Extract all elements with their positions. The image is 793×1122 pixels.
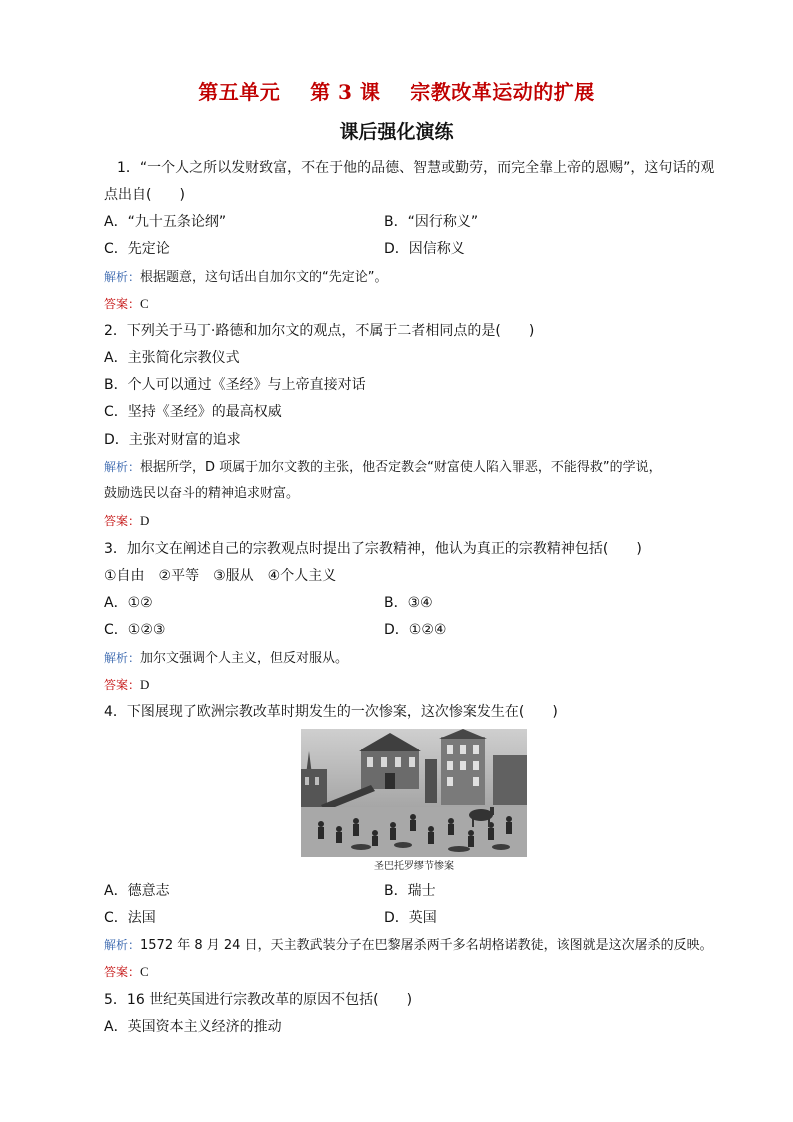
q3-option-c: C．①②③ xyxy=(104,622,166,638)
q3-stem: 3．加尔文在阐述自己的宗教观点时提出了宗教精神，他认为真正的宗教精神包括( ) xyxy=(104,541,642,557)
q4-option-b: B．瑞士 xyxy=(384,883,436,899)
q1-explanation-row xyxy=(104,267,388,288)
q2-explanation-row xyxy=(104,457,662,478)
q1-option-d: D．因信称义 xyxy=(384,241,465,257)
q4-explanation-row xyxy=(104,935,713,956)
answer-label: 答案： xyxy=(104,965,141,979)
analysis-label: 解析： xyxy=(104,938,141,952)
q4-stem: 4．下图展现了欧洲宗教改革时期发生的一次惨案，这次惨案发生在( ) xyxy=(104,704,558,720)
q1-stem-line1: 1．“一个人之所以发财致富，不在于他的品德、智慧或勤劳，而完全靠上帝的恩赐”，这句话的观 xyxy=(117,160,715,176)
q5-stem: 5．16 世纪英国进行宗教改革的原因不包括( ) xyxy=(104,992,413,1008)
q4-option-c: C．法国 xyxy=(104,910,156,926)
q3-explanation: 加尔文强调个人主义，但反对服从。 xyxy=(140,651,349,666)
q1-answer-row xyxy=(104,294,149,314)
q3-explanation-row xyxy=(104,648,348,669)
q1-stem-line2: 点出自( ) xyxy=(104,187,185,203)
q4-explanation: 1572 年 8 月 24 日，天主教武装分子在巴黎屠杀两千多名胡格诺教徒，该图就是这次屠杀的反映。 xyxy=(140,938,713,953)
q2-answer-row xyxy=(104,511,149,531)
q4-answer: C xyxy=(140,964,149,979)
q2-explanation-line2: 鼓励选民以奋斗的精神追求财富。 xyxy=(104,486,300,501)
answer-label: 答案： xyxy=(104,678,141,692)
q5-option-a: A．英国资本主义经济的推动 xyxy=(104,1019,282,1035)
q1-option-a: A．“九十五条论纲” xyxy=(104,214,227,230)
answer-label: 答案： xyxy=(104,514,141,528)
q1-explanation: 根据题意，这句话出自加尔文的“先定论”。 xyxy=(140,270,388,285)
q3-option-b: B．③④ xyxy=(384,595,433,611)
q2-stem: 2．下列关于马丁·路德和加尔文的观点，不属于二者相同点的是( ) xyxy=(104,323,535,339)
q4-option-a: A．德意志 xyxy=(104,883,170,899)
q3-option-d: D．①②④ xyxy=(384,622,447,638)
page-subtitle: 课后强化演练 xyxy=(339,121,454,143)
analysis-label: 解析： xyxy=(104,651,141,665)
q1-option-b: B．“因行称义” xyxy=(384,214,479,230)
q2-option-d: D．主张对财富的追求 xyxy=(104,432,241,448)
q2-option-b: B．个人可以通过《圣经》与上帝直接对话 xyxy=(104,377,366,393)
q2-explanation-line1: 根据所学，D 项属于加尔文教的主张，他否定教会“财富使人陷入罪恶，不能得救”的学说， xyxy=(140,460,662,475)
q3-items: ①自由 ②平等 ③服从 ④个人主义 xyxy=(104,568,337,584)
figure-caption: 圣巴托罗缪节惨案 xyxy=(374,861,454,872)
analysis-label: 解析： xyxy=(104,460,141,474)
answer-label: 答案： xyxy=(104,297,141,311)
q2-option-a: A．主张简化宗教仪式 xyxy=(104,350,240,366)
massacre-engraving xyxy=(301,729,527,857)
q1-option-c: C．先定论 xyxy=(104,241,170,257)
q2-answer: D xyxy=(140,513,150,528)
page-title: 第五单元 第 3 课 宗教改革运动的扩展 xyxy=(198,80,595,104)
q3-option-a: A．①② xyxy=(104,595,153,611)
q3-answer-row xyxy=(104,675,149,695)
q3-answer: D xyxy=(140,677,150,692)
analysis-label: 解析： xyxy=(104,270,141,284)
q2-option-c: C．坚持《圣经》的最高权威 xyxy=(104,404,282,420)
q4-answer-row xyxy=(104,962,149,982)
q1-answer: C xyxy=(140,296,149,311)
q4-option-d: D．英国 xyxy=(384,910,437,926)
